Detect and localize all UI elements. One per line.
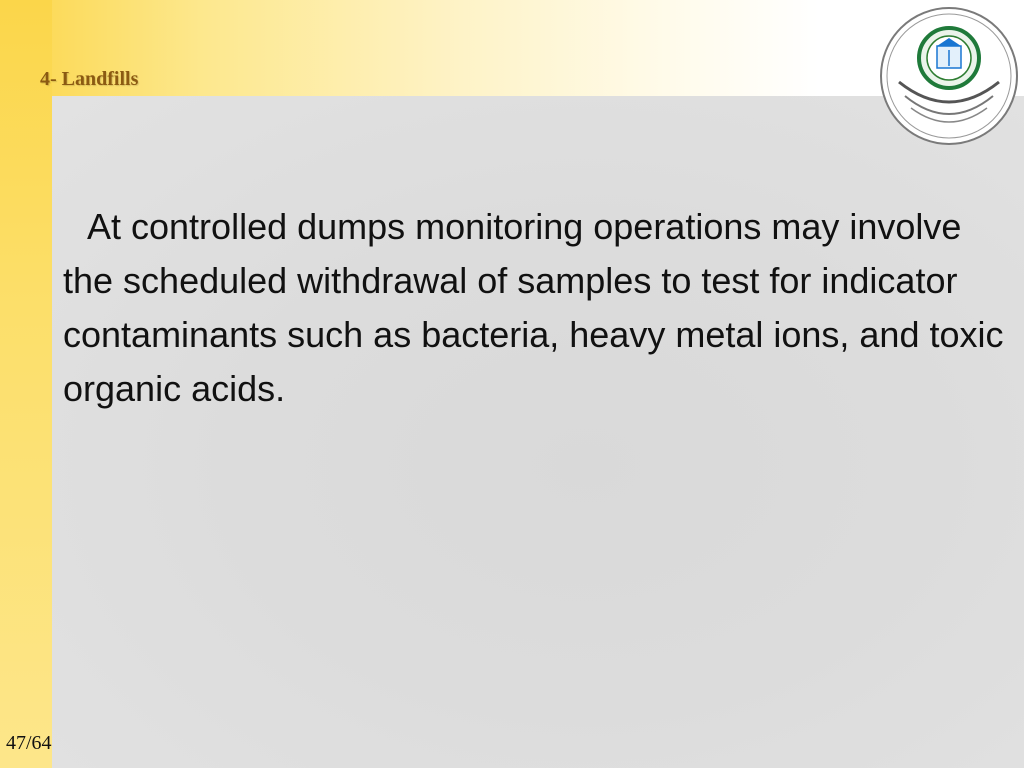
left-accent-band [0, 0, 52, 768]
university-seal-icon [877, 4, 1021, 148]
header-band [0, 0, 1024, 96]
content-panel [52, 96, 1024, 768]
body-paragraph: At controlled dumps monitoring operations may involve the scheduled withdrawal of samples to test for indicator contaminants such as bacteria, heavy metal ions, and toxic organic acids. [63, 206, 1004, 409]
slide-title: 4- Landfills [40, 68, 139, 90]
page-number: 47/64 [6, 732, 52, 754]
slide-body-text [63, 200, 1013, 416]
